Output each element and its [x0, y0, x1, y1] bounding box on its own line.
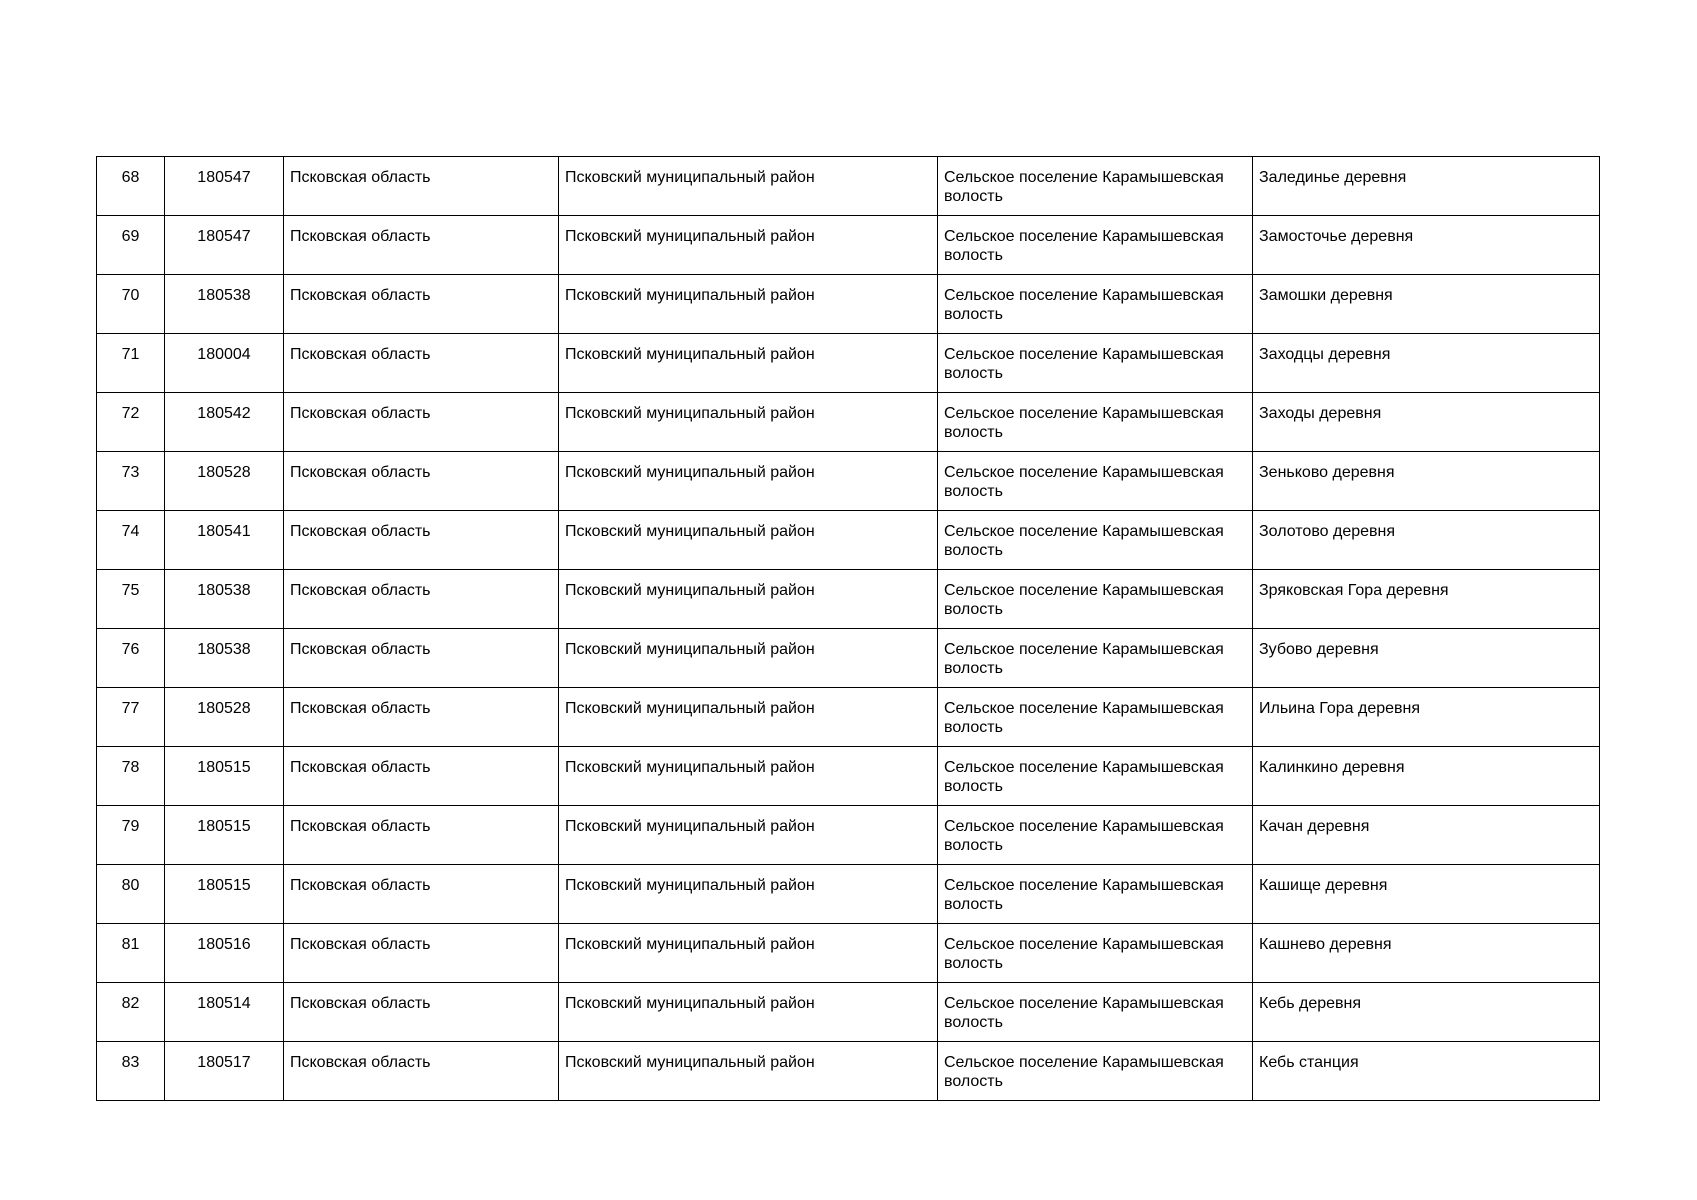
locality-cell: Зеньково деревня — [1253, 452, 1600, 511]
row-number-cell: 69 — [97, 216, 165, 275]
settlement-cell: Сельское поселение Карамышевская волость — [938, 747, 1253, 806]
postal-index-cell: 180004 — [165, 334, 284, 393]
district-cell: Псковский муниципальный район — [559, 275, 938, 334]
row-number-cell: 77 — [97, 688, 165, 747]
locality-cell: Заходы деревня — [1253, 393, 1600, 452]
region-cell: Псковская область — [284, 570, 559, 629]
locality-cell: Золотово деревня — [1253, 511, 1600, 570]
table-row — [97, 393, 1600, 452]
locality-cell: Заходцы деревня — [1253, 334, 1600, 393]
settlement-cell: Сельское поселение Карамышевская волость — [938, 924, 1253, 983]
region-cell: Псковская область — [284, 334, 559, 393]
region-cell: Псковская область — [284, 688, 559, 747]
region-cell: Псковская область — [284, 983, 559, 1042]
postal-index-cell: 180541 — [165, 511, 284, 570]
table-row — [97, 1042, 1600, 1101]
table-body — [97, 157, 1600, 1101]
postal-index-cell: 180547 — [165, 157, 284, 216]
row-number-cell: 72 — [97, 393, 165, 452]
region-cell: Псковская область — [284, 511, 559, 570]
region-cell: Псковская область — [284, 924, 559, 983]
locality-cell: Кашнево деревня — [1253, 924, 1600, 983]
table-row — [97, 688, 1600, 747]
region-cell: Псковская область — [284, 393, 559, 452]
row-number-cell: 80 — [97, 865, 165, 924]
postal-index-cell: 180538 — [165, 629, 284, 688]
table-row — [97, 157, 1600, 216]
settlement-cell: Сельское поселение Карамышевская волость — [938, 983, 1253, 1042]
row-number-cell: 68 — [97, 157, 165, 216]
settlement-cell: Сельское поселение Карамышевская волость — [938, 334, 1253, 393]
locality-table — [96, 156, 1600, 1101]
district-cell: Псковский муниципальный район — [559, 688, 938, 747]
settlement-cell: Сельское поселение Карамышевская волость — [938, 1042, 1253, 1101]
postal-index-cell: 180538 — [165, 570, 284, 629]
postal-index-cell: 180516 — [165, 924, 284, 983]
postal-index-cell: 180547 — [165, 216, 284, 275]
table-row — [97, 983, 1600, 1042]
district-cell: Псковский муниципальный район — [559, 747, 938, 806]
row-number-cell: 83 — [97, 1042, 165, 1101]
postal-index-cell: 180542 — [165, 393, 284, 452]
region-cell: Псковская область — [284, 806, 559, 865]
district-cell: Псковский муниципальный район — [559, 1042, 938, 1101]
settlement-cell: Сельское поселение Карамышевская волость — [938, 216, 1253, 275]
postal-index-cell: 180515 — [165, 865, 284, 924]
settlement-cell: Сельское поселение Карамышевская волость — [938, 275, 1253, 334]
district-cell: Псковский муниципальный район — [559, 334, 938, 393]
locality-cell: Замосточье деревня — [1253, 216, 1600, 275]
table-row — [97, 924, 1600, 983]
postal-index-cell: 180528 — [165, 452, 284, 511]
region-cell: Псковская область — [284, 216, 559, 275]
region-cell: Псковская область — [284, 275, 559, 334]
settlement-cell: Сельское поселение Карамышевская волость — [938, 570, 1253, 629]
table-row — [97, 629, 1600, 688]
locality-cell: Зряковская Гора деревня — [1253, 570, 1600, 629]
postal-index-cell: 180515 — [165, 747, 284, 806]
table-row — [97, 747, 1600, 806]
locality-cell: Замошки деревня — [1253, 275, 1600, 334]
district-cell: Псковский муниципальный район — [559, 511, 938, 570]
table-row — [97, 334, 1600, 393]
settlement-cell: Сельское поселение Карамышевская волость — [938, 806, 1253, 865]
region-cell: Псковская область — [284, 452, 559, 511]
table-row — [97, 511, 1600, 570]
table-row — [97, 216, 1600, 275]
district-cell: Псковский муниципальный район — [559, 629, 938, 688]
row-number-cell: 82 — [97, 983, 165, 1042]
settlement-cell: Сельское поселение Карамышевская волость — [938, 688, 1253, 747]
table-row — [97, 452, 1600, 511]
postal-index-cell: 180528 — [165, 688, 284, 747]
locality-cell: Кашище деревня — [1253, 865, 1600, 924]
district-cell: Псковский муниципальный район — [559, 216, 938, 275]
region-cell: Псковская область — [284, 1042, 559, 1101]
table-row — [97, 806, 1600, 865]
postal-index-cell: 180517 — [165, 1042, 284, 1101]
settlement-cell: Сельское поселение Карамышевская волость — [938, 157, 1253, 216]
table-row — [97, 865, 1600, 924]
table-row — [97, 570, 1600, 629]
district-cell: Псковский муниципальный район — [559, 393, 938, 452]
locality-cell: Калинкино деревня — [1253, 747, 1600, 806]
locality-cell: Кебь станция — [1253, 1042, 1600, 1101]
row-number-cell: 73 — [97, 452, 165, 511]
row-number-cell: 75 — [97, 570, 165, 629]
settlement-cell: Сельское поселение Карамышевская волость — [938, 511, 1253, 570]
district-cell: Псковский муниципальный район — [559, 865, 938, 924]
district-cell: Псковский муниципальный район — [559, 157, 938, 216]
district-cell: Псковский муниципальный район — [559, 570, 938, 629]
row-number-cell: 70 — [97, 275, 165, 334]
settlement-cell: Сельское поселение Карамышевская волость — [938, 393, 1253, 452]
settlement-cell: Сельское поселение Карамышевская волость — [938, 629, 1253, 688]
region-cell: Псковская область — [284, 865, 559, 924]
row-number-cell: 76 — [97, 629, 165, 688]
locality-cell: Зубово деревня — [1253, 629, 1600, 688]
row-number-cell: 79 — [97, 806, 165, 865]
locality-cell: Ильина Гора деревня — [1253, 688, 1600, 747]
settlement-cell: Сельское поселение Карамышевская волость — [938, 865, 1253, 924]
postal-index-cell: 180538 — [165, 275, 284, 334]
region-cell: Псковская область — [284, 629, 559, 688]
locality-cell: Залединье деревня — [1253, 157, 1600, 216]
row-number-cell: 81 — [97, 924, 165, 983]
row-number-cell: 71 — [97, 334, 165, 393]
locality-cell: Качан деревня — [1253, 806, 1600, 865]
settlement-cell: Сельское поселение Карамышевская волость — [938, 452, 1253, 511]
postal-index-cell: 180515 — [165, 806, 284, 865]
district-cell: Псковский муниципальный район — [559, 983, 938, 1042]
district-cell: Псковский муниципальный район — [559, 452, 938, 511]
region-cell: Псковская область — [284, 157, 559, 216]
locality-cell: Кебь деревня — [1253, 983, 1600, 1042]
row-number-cell: 74 — [97, 511, 165, 570]
district-cell: Псковский муниципальный район — [559, 924, 938, 983]
row-number-cell: 78 — [97, 747, 165, 806]
district-cell: Псковский муниципальный район — [559, 806, 938, 865]
table-row — [97, 275, 1600, 334]
postal-index-cell: 180514 — [165, 983, 284, 1042]
region-cell: Псковская область — [284, 747, 559, 806]
